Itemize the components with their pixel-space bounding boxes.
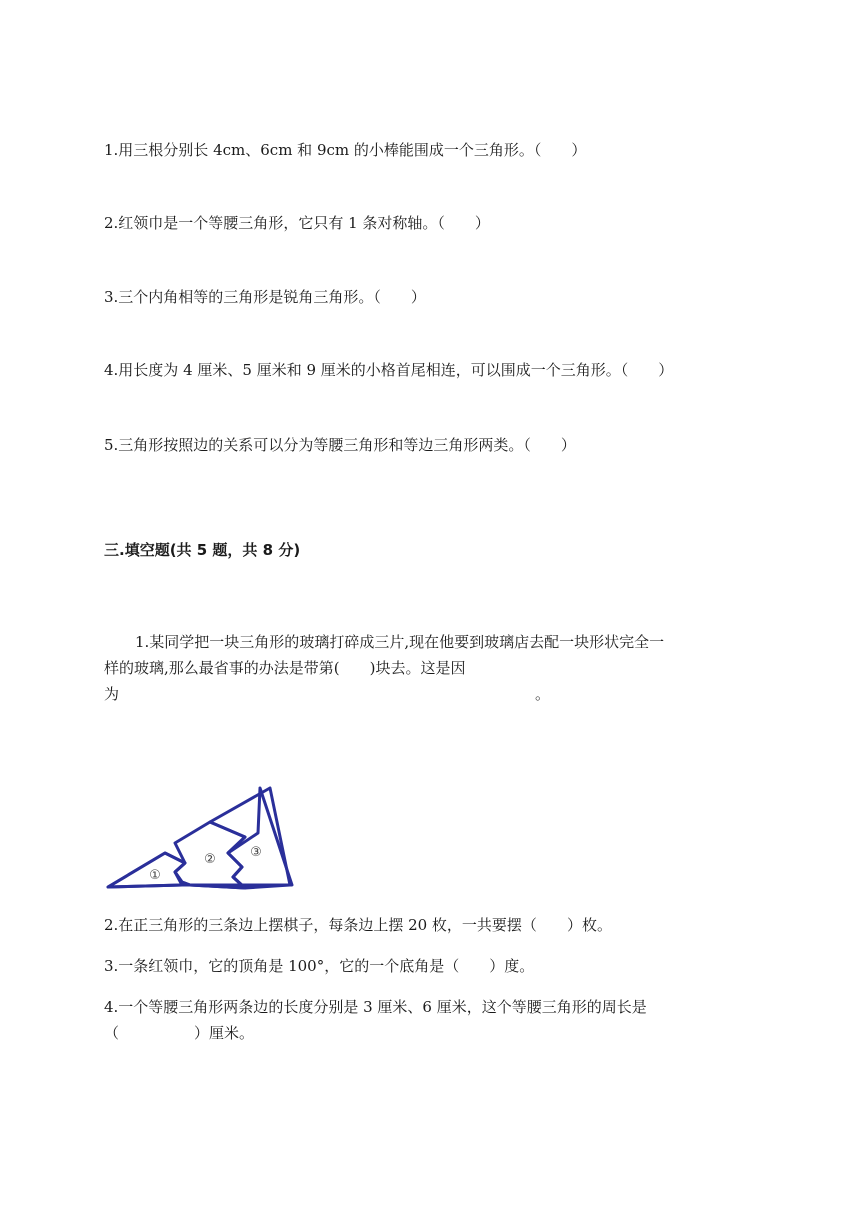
fill-q1-line2: 样的玻璃,那么最省事的办法是带第( )块去。这是因 bbox=[104, 659, 466, 677]
piece-label-1: ① bbox=[149, 868, 161, 883]
judgment-item-1: 1.用三根分别长 4cm、6cm 和 9cm 的小棒能围成一个三角形。（ ） bbox=[104, 141, 587, 159]
piece-label-2: ② bbox=[204, 852, 216, 867]
judgment-item-4: 4.用长度为 4 厘米、5 厘米和 9 厘米的小格首尾相连，可以围成一个三角形。（ ） bbox=[104, 361, 674, 379]
glass-piece-1 bbox=[108, 853, 185, 887]
broken-glass-triangle-figure bbox=[100, 785, 300, 890]
section-title: 三.填空题(共 5 题，共 8 分) bbox=[104, 541, 301, 559]
fill-q1-line1: 1.某同学把一块三角形的玻璃打碎成三片,现在他要到玻璃店去配一块形状完全一 bbox=[135, 633, 665, 651]
glass-outline bbox=[108, 788, 292, 888]
fill-q3: 3.一条红领巾，它的顶角是 100°，它的一个底角是（ ）度。 bbox=[104, 957, 535, 975]
fill-q1-line3-end: 。 bbox=[535, 685, 551, 703]
judgment-item-3: 3.三个内角相等的三角形是锐角三角形。（ ） bbox=[104, 288, 426, 306]
fill-q4-line1: 4.一个等腰三角形两条边的长度分别是 3 厘米、6 厘米，这个等腰三角形的周长是 bbox=[104, 998, 647, 1016]
fill-q2: 2.在正三角形的三条边上摆棋子，每条边上摆 20 枚，一共要摆（ ）枚。 bbox=[104, 916, 612, 934]
piece-label-3: ③ bbox=[250, 845, 262, 860]
fill-q4-line2: （ ）厘米。 bbox=[104, 1024, 255, 1042]
judgment-item-2: 2.红领巾是一个等腰三角形，它只有 1 条对称轴。（ ） bbox=[104, 214, 490, 232]
judgment-item-5: 5.三角形按照边的关系可以分为等腰三角形和等边三角形两类。（ ） bbox=[104, 436, 576, 454]
fill-q1-line3-start: 为 bbox=[104, 685, 120, 703]
